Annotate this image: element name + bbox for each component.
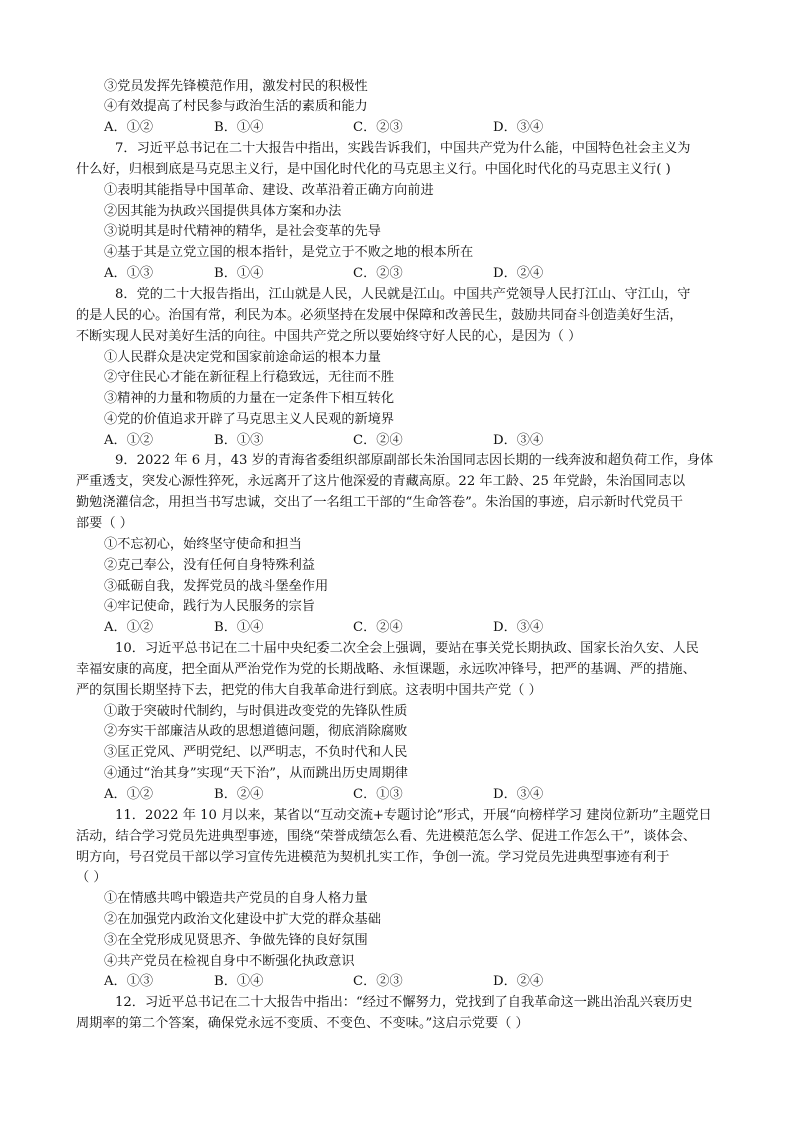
choice-a[interactable]: A．①② [104,433,154,448]
option-item: ②在加强党内政治文化建设中扩大党的群众基础 [104,912,381,927]
question-10-stem: 幸福安康的高度，把全面从严治党作为党的长期战略、永恒课题，永远吹冲锋号，把严的基调、严的措施、 [76,662,696,677]
option-item: ④牢记使命，践行为人民服务的宗旨 [104,599,315,614]
question-9-stem: 9．2022 年 6 月，43 岁的青海省委组织部原副部长朱治国同志因长期的一线奔波和超负荷工作，身体 [115,453,714,468]
option-item: ③精神的力量和物质的力量在一定条件下相互转化 [104,391,395,406]
option-item: ③说明其是时代精神的精华，是社会变革的先导 [104,224,381,239]
question-12-stem: 12．习近平总书记在二十大报告中指出：“经过不懈努力，党找到了自我革命这一跳出治乱兴衰历史 [115,995,693,1010]
option-item: ①敢于突破时代制约，与时俱进改变党的先锋队性质 [104,704,408,719]
option-item: ②因其能为执政兴国提供具体方案和办法 [104,204,342,219]
choice-d[interactable]: D．②④ [493,974,544,989]
option-item: ①不忘初心，始终坚守使命和担当 [104,537,302,552]
option-item: ③砥砺自我，发挥党员的战斗堡垒作用 [104,579,329,594]
choice-c[interactable]: C．②④ [353,620,403,635]
option-item: ③匡正党风、严明党纪、以严明志，不负时代和人民 [104,745,408,760]
question-8-stem: 不断实现人民对美好生活的向往。中国共产党之所以要始终守好人民的心，是因为（ ） [76,329,582,344]
option-item: ②克己奉公，没有任何自身特殊利益 [104,558,315,573]
choice-d[interactable]: D．③④ [493,433,544,448]
question-10-stem: 严的氛围长期坚持下去，把党的伟大自我革命进行到底。这表明中国共产党（ ） [76,683,542,698]
choice-a[interactable]: A．①③ [104,974,154,989]
choice-b[interactable]: B．①④ [214,120,264,135]
choice-c[interactable]: C．②③ [353,120,403,135]
question-11-stem: 活动，结合学习党员先进典型事迹，围绕“荣誉成绩怎么看、先进模范怎么学、促进工作怎么干”，谈体会、 [76,829,697,844]
choice-b[interactable]: B．②④ [214,787,264,802]
answer-choices [104,972,664,991]
answer-choices [104,118,664,137]
question-8-stem: 8．党的二十大报告指出，江山就是人民，人民就是江山。中国共产党领导人民打江山、守江山，守 [115,287,691,302]
question-11-stem: 明方向，号召党员干部以学习宣传先进模范为契机扎实工作，争创一流。学习党员先进典型事迹有利于 [76,850,670,865]
option-item: ③党员发挥先锋模范作用，激发村民的积极性 [104,79,368,94]
option-item: ②夯实干部廉洁从政的思想道德问题，彻底消除腐败 [104,724,408,739]
choice-d[interactable]: D．③④ [493,620,544,635]
question-11-stem: （ ） [76,870,107,885]
choice-d[interactable]: D．③④ [493,787,544,802]
choice-a[interactable]: A．①③ [104,266,154,281]
option-item: ④共产党员在检视自身中不断强化执政意识 [104,954,355,969]
choice-a[interactable]: A．①② [104,120,154,135]
option-item: ②守住民心才能在新征程上行稳致远，无往而不胜 [104,370,395,385]
choice-b[interactable]: B．①④ [214,974,264,989]
choice-b[interactable]: B．①④ [214,620,264,635]
question-8-stem: 的是人民的心。治国有常，利民为本。必须坚持在发展中保障和改善民生，鼓励共同奋斗创造美好生活， [76,308,683,323]
choice-c[interactable]: C．②④ [353,433,403,448]
answer-choices [104,264,664,283]
choice-d[interactable]: D．③④ [493,120,544,135]
answer-choices [104,785,664,804]
option-item: ④通过“治其身”实现“天下治”，从而跳出历史周期律 [104,766,408,781]
answer-choices [104,431,664,450]
option-item: ④有效提高了村民参与政治生活的素质和能力 [104,99,368,114]
question-11-stem: 11．2022 年 10 月以来，某省以“互动交流+专题讨论”形式，开展“向榜样学习 建岗位新功”主题党日 [115,808,712,823]
option-item: ①在情感共鸣中锻造共产党员的自身人格力量 [104,891,368,906]
question-7-stem: 什么好，归根到底是马克思主义行，是中国化时代化的马克思主义行。中国化时代化的马克思主义行( ) [76,162,671,177]
choice-a[interactable]: A．①② [104,620,154,635]
choice-c[interactable]: C．①③ [353,787,403,802]
choice-a[interactable]: A．①② [104,787,154,802]
option-item: ④基于其是立党立国的根本指针，是党立于不败之地的根本所在 [104,245,474,260]
option-item: ①人民群众是决定党和国家前途命运的根本力量 [104,350,381,365]
option-item: ①表明其能指导中国革命、建设、改革沿着正确方向前进 [104,183,434,198]
question-9-stem: 部要（ ） [76,516,133,531]
question-10-stem: 10．习近平总书记在二十届中央纪委二次全会上强调，要站在事关党长期执政、国家长治久安、人民 [115,641,699,656]
question-9-stem: 勤勉浇灌信念，用担当书写忠诚，交出了一名组工干部的“生命答卷”。朱治国的事迹，启示新时代党员干 [76,495,683,510]
choice-d[interactable]: D．②④ [493,266,544,281]
option-item: ③在全党形成见贤思齐、争做先锋的良好氛围 [104,933,368,948]
choice-c[interactable]: C．②③ [353,974,403,989]
question-12-stem: 周期率的第二个答案，确保党永远不变质、不变色、不变味。”这启示党要（ ） [76,1016,529,1031]
choice-b[interactable]: B．①④ [214,266,264,281]
choice-c[interactable]: C．②③ [353,266,403,281]
choice-b[interactable]: B．①③ [214,433,264,448]
answer-choices [104,618,664,637]
question-7-stem: 7．习近平总书记在二十大报告中指出，实践告诉我们，中国共产党为什么能，中国特色社会主义为 [115,141,691,156]
option-item: ④党的价值追求开辟了马克思主义人民观的新境界 [104,412,395,427]
question-9-stem: 严重透支，突发心源性猝死，永远离开了这片他深爱的青藏高原。22 年工龄、25 年党龄，朱治国同志以 [76,474,686,489]
